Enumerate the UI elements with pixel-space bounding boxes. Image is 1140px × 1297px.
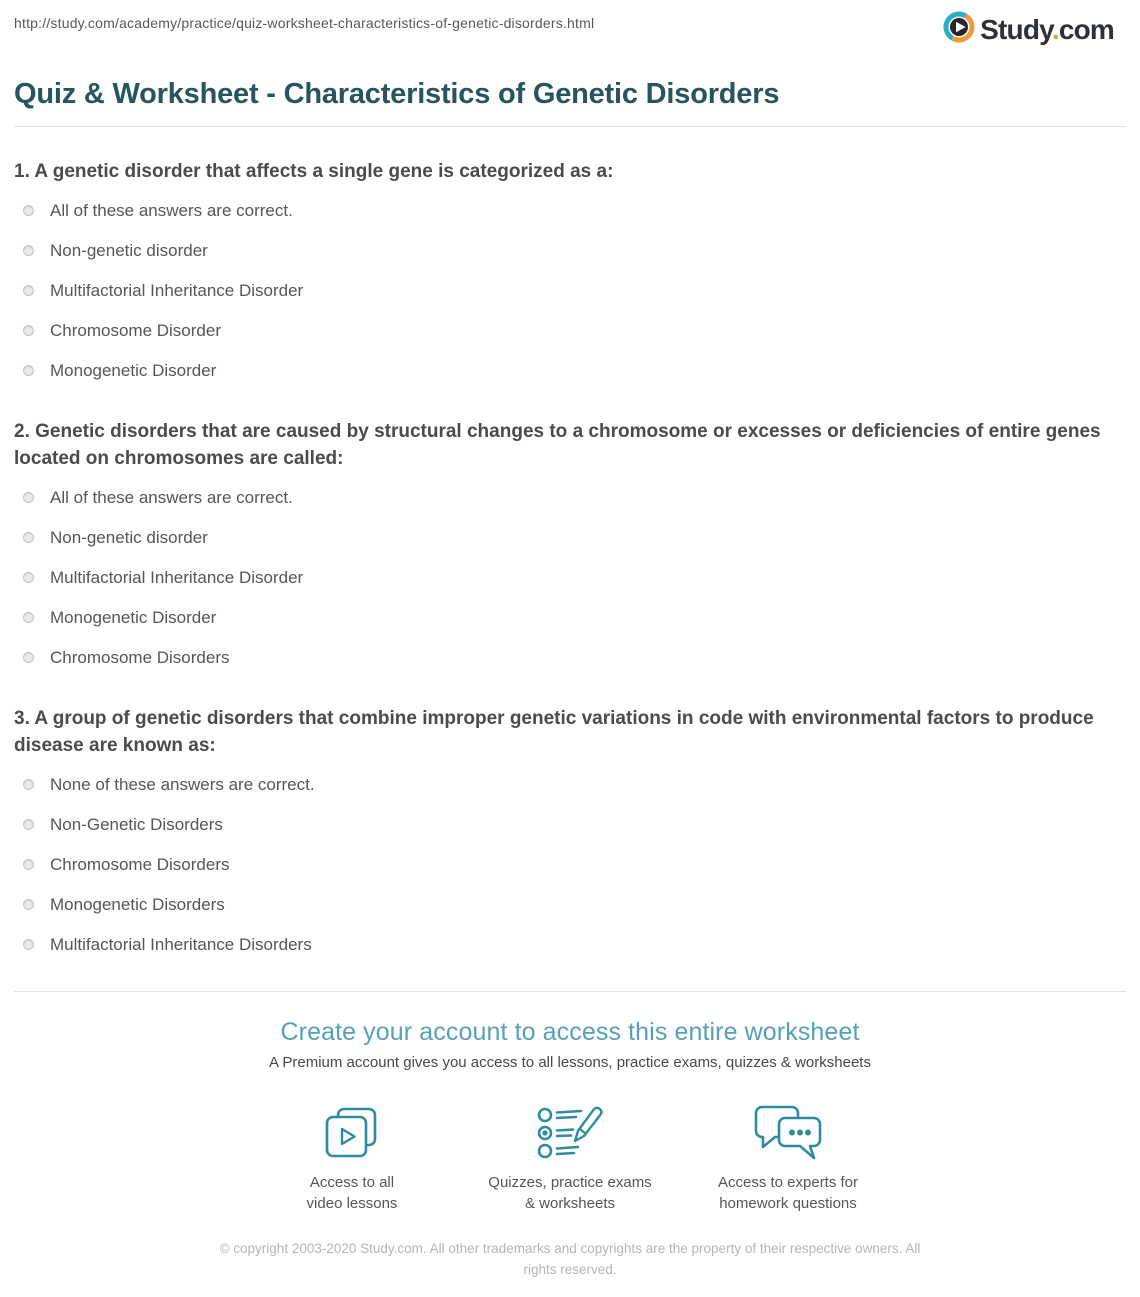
feature-quizzes-worksheets bbox=[461, 1105, 679, 1214]
feature-label: Quizzes, practice exams & worksheets bbox=[488, 1173, 652, 1212]
radio-button[interactable] bbox=[23, 859, 34, 870]
cta-section bbox=[14, 1018, 1126, 1214]
answer-option[interactable] bbox=[14, 598, 1126, 638]
question-3-options bbox=[14, 765, 1126, 965]
radio-button[interactable] bbox=[23, 285, 34, 296]
feature-homework-experts bbox=[679, 1105, 897, 1214]
question-1-text: 1. A genetic disorder that affects a single gene is categorized as a: bbox=[14, 161, 614, 182]
radio-button[interactable] bbox=[23, 325, 34, 336]
feature-label: Access to experts for homework questions bbox=[717, 1173, 859, 1212]
answer-option-label: All of these answers are correct. bbox=[50, 487, 293, 507]
radio-button[interactable] bbox=[23, 939, 34, 950]
question-2 bbox=[14, 418, 1126, 678]
radio-button[interactable] bbox=[23, 612, 34, 623]
answer-option[interactable] bbox=[14, 518, 1126, 558]
answer-option[interactable] bbox=[14, 351, 1126, 391]
question-3-text: 3. A group of genetic disorders that combine improper genetic variations in code with environmental factors to produce disease are known as: bbox=[14, 707, 1094, 757]
radio-button[interactable] bbox=[23, 819, 34, 830]
answer-option[interactable] bbox=[14, 805, 1126, 845]
radio-button[interactable] bbox=[23, 779, 34, 790]
answer-option-label: Chromosome Disorder bbox=[50, 320, 221, 340]
radio-button[interactable] bbox=[23, 245, 34, 256]
answer-option[interactable] bbox=[14, 191, 1126, 231]
radio-button[interactable] bbox=[23, 532, 34, 543]
answer-option[interactable] bbox=[14, 885, 1126, 925]
answer-option[interactable] bbox=[14, 925, 1126, 965]
question-3 bbox=[14, 705, 1126, 965]
answer-option-label: Non-genetic disorder bbox=[50, 527, 208, 547]
answer-option[interactable] bbox=[14, 478, 1126, 518]
radio-button[interactable] bbox=[23, 492, 34, 503]
page-header bbox=[14, 0, 1126, 48]
radio-button[interactable] bbox=[23, 899, 34, 910]
cta-heading: Create your account to access this entire worksheet bbox=[280, 1017, 860, 1046]
answer-option-label: Multifactorial Inheritance Disorders bbox=[50, 934, 312, 954]
answer-option-label: Multifactorial Inheritance Disorder bbox=[50, 280, 304, 300]
question-1 bbox=[14, 158, 1126, 391]
divider bbox=[14, 126, 1126, 127]
answer-option[interactable] bbox=[14, 558, 1126, 598]
divider bbox=[14, 991, 1126, 992]
video-lessons-icon bbox=[243, 1105, 461, 1163]
answer-option-label: Monogenetic Disorders bbox=[50, 894, 225, 914]
radio-button[interactable] bbox=[23, 365, 34, 376]
answer-option-label: Non-genetic disorder bbox=[50, 240, 208, 260]
features-row bbox=[14, 1105, 1126, 1214]
answer-option[interactable] bbox=[14, 638, 1126, 678]
answer-option-label: Monogenetic Disorder bbox=[50, 360, 217, 380]
answer-option-label: Chromosome Disorders bbox=[50, 854, 230, 874]
quizzes-worksheets-icon bbox=[461, 1105, 679, 1163]
cta-subheading: A Premium account gives you access to all lessons, practice exams, quizzes & worksheets bbox=[269, 1053, 871, 1071]
answer-option[interactable] bbox=[14, 311, 1126, 351]
feature-video-lessons bbox=[243, 1105, 461, 1214]
radio-button[interactable] bbox=[23, 572, 34, 583]
question-2-text: 2. Genetic disorders that are caused by structural changes to a chromosome or excesses or deficiencies of entire genes located on chromosomes are called: bbox=[14, 420, 1101, 470]
chat-experts-icon bbox=[679, 1105, 897, 1163]
question-1-options bbox=[14, 191, 1126, 391]
feature-label: Access to all video lessons bbox=[306, 1173, 398, 1212]
answer-option-label: Non-Genetic Disorders bbox=[50, 814, 223, 834]
answer-option-label: Multifactorial Inheritance Disorder bbox=[50, 567, 304, 587]
play-circle-icon bbox=[943, 11, 975, 48]
question-2-options bbox=[14, 478, 1126, 678]
studycom-logo[interactable] bbox=[943, 11, 1114, 48]
radio-button[interactable] bbox=[23, 652, 34, 663]
answer-option[interactable] bbox=[14, 271, 1126, 311]
answer-option[interactable] bbox=[14, 231, 1126, 271]
copyright-footer: © copyright 2003-2020 Study.com. All other trademarks and copyrights are the property of their respective owners. All rights reserved. bbox=[219, 1240, 921, 1278]
logo-wordmark: Study.com bbox=[980, 13, 1114, 45]
answer-option[interactable] bbox=[14, 765, 1126, 805]
answer-option-label: None of these answers are correct. bbox=[50, 774, 315, 794]
page-title: Quiz & Worksheet - Characteristics of Genetic Disorders bbox=[14, 78, 780, 110]
answer-option-label: Chromosome Disorders bbox=[50, 647, 230, 667]
page-url: http://study.com/academy/practice/quiz-worksheet-characteristics-of-genetic-disorders.html bbox=[14, 15, 595, 31]
radio-button[interactable] bbox=[23, 205, 34, 216]
answer-option-label: Monogenetic Disorder bbox=[50, 607, 217, 627]
answer-option[interactable] bbox=[14, 845, 1126, 885]
answer-option-label: All of these answers are correct. bbox=[50, 200, 293, 220]
